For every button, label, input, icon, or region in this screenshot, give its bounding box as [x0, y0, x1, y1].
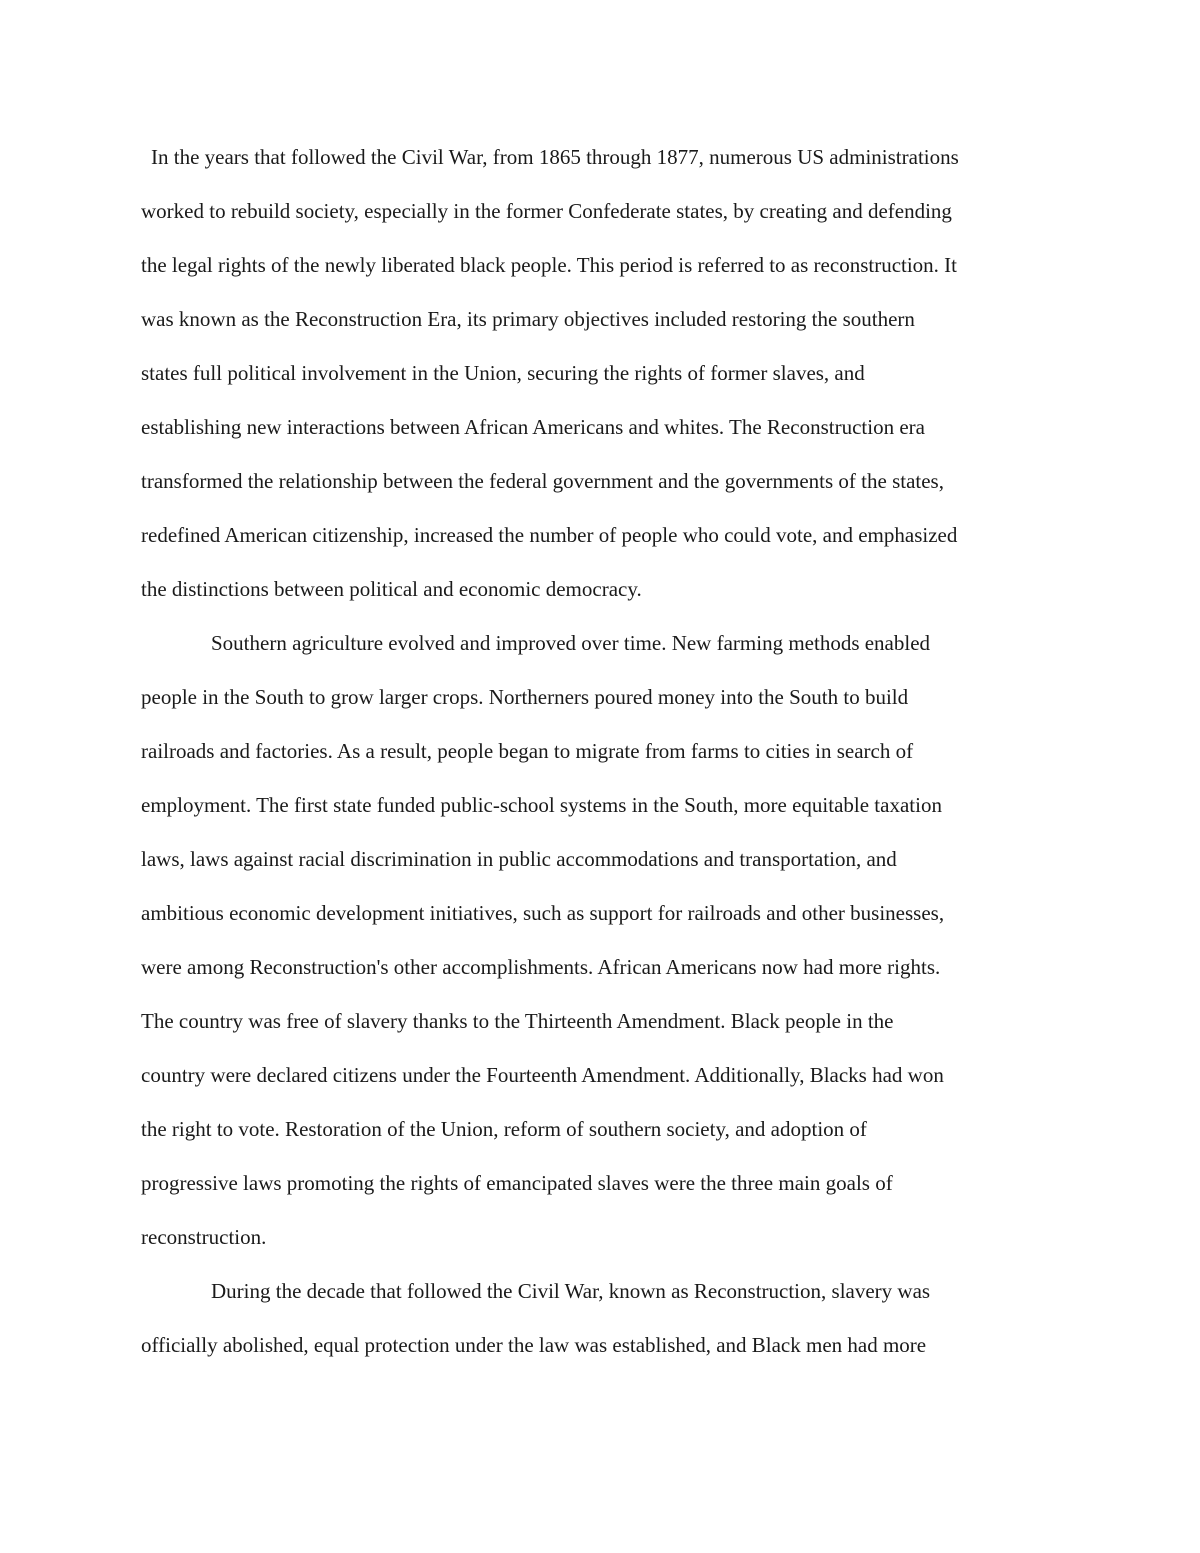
paragraph-line: The country was free of slavery thanks to the Thirteenth Amendment. Black people in the: [141, 1009, 894, 1033]
paragraph-line: establishing new interactions between African Americans and whites. The Reconstruction era: [141, 415, 925, 439]
paragraph-line: redefined American citizenship, increased the number of people who could vote, and emphasized: [141, 523, 958, 547]
paragraph-line: laws, laws against racial discrimination in public accommodations and transportation, and: [141, 847, 897, 871]
paragraph-line: states full political involvement in the Union, securing the rights of former slaves, and: [141, 361, 865, 385]
paragraph-line: In the years that followed the Civil War, from 1865 through 1877, numerous US administrations: [151, 145, 959, 169]
paragraph-line: the right to vote. Restoration of the Union, reform of southern society, and adoption of: [141, 1117, 867, 1141]
paragraph-line: worked to rebuild society, especially in the former Confederate states, by creating and defending: [141, 199, 952, 223]
paragraph-3: [141, 1264, 1066, 1372]
paragraph-line: were among Reconstruction's other accomplishments. African Americans now had more rights.: [141, 955, 941, 979]
paragraph-line: was known as the Reconstruction Era, its primary objectives included restoring the southern: [141, 307, 915, 331]
paragraph-line: officially abolished, equal protection under the law was established, and Black men had more: [141, 1333, 927, 1357]
paragraph-line: people in the South to grow larger crops. Northerners poured money into the South to build: [141, 685, 909, 709]
paragraph-line: employment. The first state funded public-school systems in the South, more equitable taxation: [141, 793, 942, 817]
paragraph-line: reconstruction.: [141, 1225, 267, 1249]
paragraph-line: Southern agriculture evolved and improved over time. New farming methods enabled: [211, 631, 931, 655]
paragraph-line: progressive laws promoting the rights of emancipated slaves were the three main goals of: [141, 1171, 893, 1195]
essay-body: [141, 130, 1066, 1372]
paragraph-1: [141, 130, 1066, 616]
paragraph-2: [141, 616, 1066, 1264]
paragraph-line: ambitious economic development initiatives, such as support for railroads and other businesses,: [141, 901, 945, 925]
paragraph-line: During the decade that followed the Civil War, known as Reconstruction, slavery was: [211, 1279, 931, 1303]
paragraph-line: country were declared citizens under the Fourteenth Amendment. Additionally, Blacks had won: [141, 1063, 944, 1087]
paragraph-line: the distinctions between political and economic democracy.: [141, 577, 642, 601]
paragraph-line: the legal rights of the newly liberated black people. This period is referred to as reconstruction. It: [141, 253, 958, 277]
paragraph-line: transformed the relationship between the federal government and the governments of the states,: [141, 469, 944, 493]
paragraph-line: railroads and factories. As a result, people began to migrate from farms to cities in search of: [141, 739, 914, 763]
